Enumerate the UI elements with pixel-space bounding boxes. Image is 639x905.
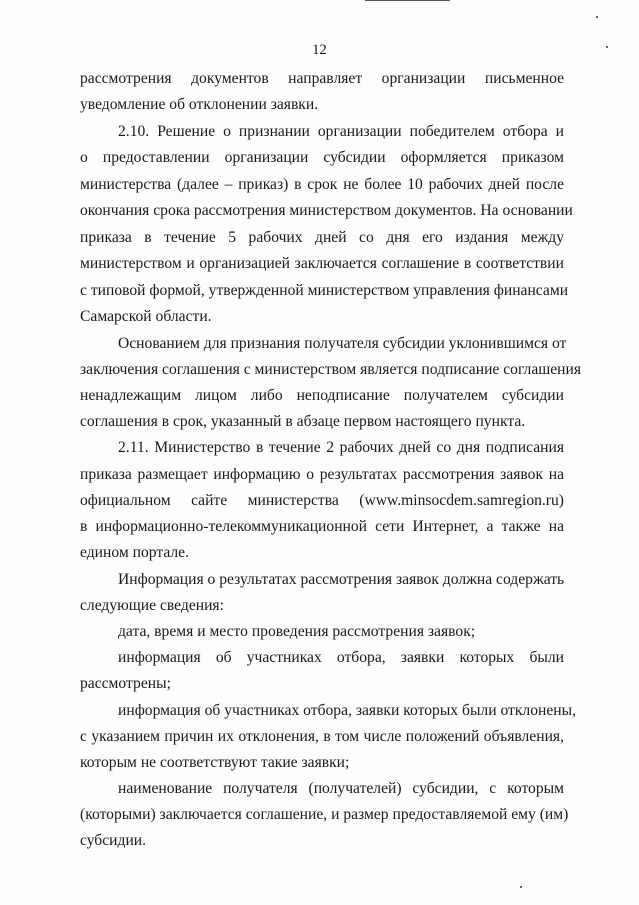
text-line: официальном сайте министерства (www.minsocdem.samregion.ru) xyxy=(80,492,564,509)
text-line: информация об участниках отбора, заявки которых были xyxy=(118,649,564,666)
scan-edge-mark xyxy=(365,0,450,1)
text-line: о предоставлении организации субсидии оформляется приказом xyxy=(80,149,564,166)
text-line: рассмотрены; xyxy=(80,675,171,692)
text-line: 2.10. Решение о признании организации победителем отбора и xyxy=(118,123,564,140)
text-line: следующие сведения: xyxy=(80,597,224,614)
text-line: министерством и организацией заключается соглашение в соответствии xyxy=(80,255,564,272)
text-line: Основанием для признания получателя субсидии уклонившимся от xyxy=(118,335,567,352)
text-line: в информационно-телекоммуникационной сети Интернет, а также на xyxy=(80,518,564,535)
text-line: с типовой формой, утвержденной министерством управления финансами xyxy=(80,282,569,299)
text-line: субсидии. xyxy=(80,832,147,849)
text-line: дата, время и место проведения рассмотрения заявок; xyxy=(118,623,476,640)
text-line: Информация о результатах рассмотрения заявок должна содержать xyxy=(118,571,565,588)
text-line: которым не соответствуют такие заявки; xyxy=(80,754,350,771)
scan-speck xyxy=(596,16,598,18)
text-line: Самарской области. xyxy=(80,308,212,325)
text-line: с указанием причин их отклонения, в том числе положений объявления, xyxy=(80,728,564,745)
scan-speck xyxy=(520,886,522,888)
text-line: едином портале. xyxy=(80,544,190,561)
text-line: министерства (далее – приказ) в срок не более 10 рабочих дней после xyxy=(80,176,564,193)
text-line: окончания срока рассмотрения министерством документов. На основании xyxy=(80,202,573,219)
text-line: уведомление об отклонении заявки. xyxy=(80,96,319,113)
text-line: приказа в течение 5 рабочих дней со дня его издания между xyxy=(80,229,564,246)
text-line: соглашения в срок, указанный в абзаце первом настоящего пункта. xyxy=(80,413,526,430)
text-line: рассмотрения документов направляет организации письменное xyxy=(80,70,564,87)
text-line: ненадлежащим лицом либо неподписание получателем субсидии xyxy=(80,387,564,404)
text-line: 2.11. Министерство в течение 2 рабочих дней со дня подписания xyxy=(118,439,564,456)
page-number: 12 xyxy=(312,42,327,58)
text-line: информация об участниках отбора, заявки которых были отклонены, xyxy=(118,702,576,719)
text-line: наименование получателя (получателей) субсидии, с которым xyxy=(118,780,564,797)
text-line: (которыми) заключается соглашение, и размер предоставляемой ему (им) xyxy=(80,806,569,823)
text-line: приказа размещает информацию о результатах рассмотрения заявок на xyxy=(80,466,564,483)
text-line: заключения соглашения с министерством является подписание соглашения xyxy=(80,361,582,378)
